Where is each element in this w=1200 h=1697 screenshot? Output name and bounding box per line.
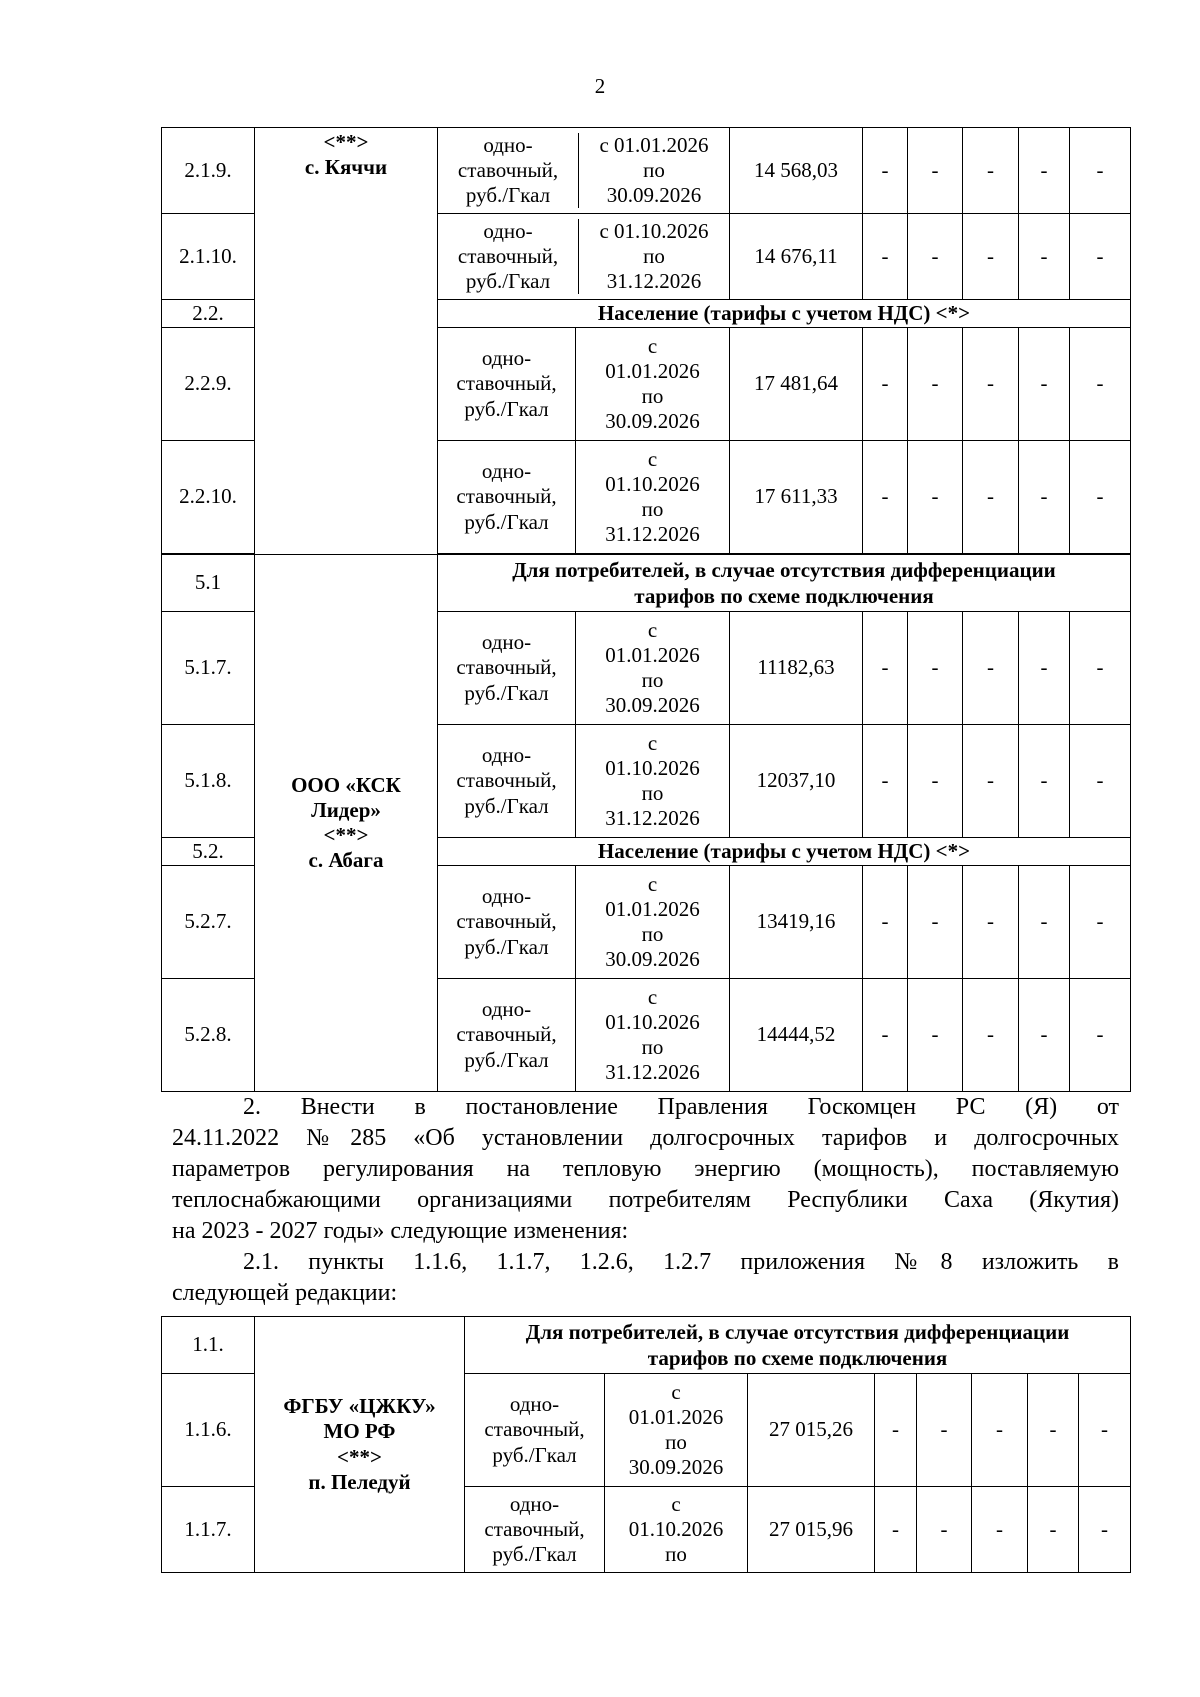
row-number: 5.2.8. xyxy=(162,979,255,1092)
dash-cell: - xyxy=(1070,866,1131,979)
dash-cell: - xyxy=(875,1487,917,1573)
section-header: Население (тарифы с учетом НДС) <*> xyxy=(438,300,1131,328)
paragraph-line: 24.11.2022 №285 «Об установлении долгосрочных тарифов и долгосрочных xyxy=(172,1125,1119,1151)
tariff-value: 17 481,64 xyxy=(730,328,863,441)
dash-cell: - xyxy=(963,128,1019,214)
tariff-type: руб./Гкал xyxy=(465,269,551,294)
dash-cell: - xyxy=(1019,725,1070,838)
tariff-type-cell xyxy=(465,1374,605,1487)
org-line: п. Пеледуй xyxy=(308,1469,411,1494)
tariff-period: по xyxy=(643,243,665,268)
row-number: 5.1 xyxy=(162,555,255,612)
amendment-paragraph xyxy=(172,1092,1119,1247)
tariff-period: 01.01.2026 xyxy=(605,642,700,667)
dash-cell: - xyxy=(1070,128,1131,214)
section-header-line: Для потребителей, в случае отсутствия дифференциации xyxy=(512,557,1056,582)
tariff-type: ставочный, xyxy=(456,655,557,680)
dash-cell: - xyxy=(1019,128,1070,214)
tariff-type: ставочный, xyxy=(484,1417,585,1442)
tariff-value: 14 568,03 xyxy=(730,128,863,214)
row-number: 5.1.7. xyxy=(162,612,255,725)
dash-cell: - xyxy=(1070,328,1131,441)
dash-cell: - xyxy=(908,725,963,838)
type-period-cell xyxy=(438,128,730,214)
dash-cell: - xyxy=(863,128,908,214)
amendment-subparagraph xyxy=(172,1247,1119,1309)
tariff-type: руб./Гкал xyxy=(465,183,551,208)
tariff-period-cell xyxy=(576,441,730,554)
tariff-type: одно- xyxy=(481,630,532,655)
tariff-period: 30.09.2026 xyxy=(605,409,700,434)
tariff-type: руб./Гкал xyxy=(464,396,549,421)
dash-cell: - xyxy=(1070,441,1131,554)
tariff-type: одно- xyxy=(483,132,533,157)
row-number: 5.2. xyxy=(162,838,255,866)
org-cell xyxy=(255,1317,465,1573)
tariff-period-cell xyxy=(576,866,730,979)
tariff-period: 01.10.2026 xyxy=(605,1009,700,1034)
tariff-type: одно- xyxy=(481,884,532,909)
row-number: 5.2.7. xyxy=(162,866,255,979)
tariff-period: 01.01.2026 xyxy=(605,896,700,921)
tariff-value: 14444,52 xyxy=(730,979,863,1092)
tariff-period: по xyxy=(641,1035,664,1059)
dash-cell: - xyxy=(1070,612,1131,725)
tariff-period-cell xyxy=(576,612,730,725)
tariff-type: ставочный, xyxy=(456,1022,557,1047)
tariff-table-2 xyxy=(161,1316,1131,1573)
dash-cell: - xyxy=(908,612,963,725)
table-row xyxy=(162,128,1131,214)
tariff-type: ставочный, xyxy=(456,371,557,396)
section-header xyxy=(465,1317,1131,1374)
tariff-value: 11182,63 xyxy=(730,612,863,725)
tariff-type: одно- xyxy=(481,997,532,1022)
dash-cell: - xyxy=(863,441,908,554)
tariff-period-cell xyxy=(605,1374,748,1487)
org-line: ООО «КСК xyxy=(291,772,401,797)
tariff-type-cell xyxy=(438,866,576,979)
section-header: Население (тарифы с учетом НДС) <*> xyxy=(438,838,1131,866)
dash-cell: - xyxy=(963,866,1019,979)
dash-cell: - xyxy=(1028,1487,1079,1573)
row-number: 2.1.10. xyxy=(162,214,255,300)
dash-cell: - xyxy=(1028,1374,1079,1487)
tariff-period: с xyxy=(647,984,658,1009)
dash-cell: - xyxy=(863,612,908,725)
org-line: <**> xyxy=(323,823,369,847)
org-line: <**> xyxy=(323,130,369,154)
tariff-period: 01.10.2026 xyxy=(628,1516,724,1541)
row-number: 2.1.9. xyxy=(162,128,255,214)
dash-cell: - xyxy=(908,441,963,554)
tariff-period: 30.09.2026 xyxy=(628,1455,724,1480)
tariff-type-cell xyxy=(438,328,576,441)
tariff-period: 01.01.2026 xyxy=(605,358,700,383)
tariff-type: руб./Гкал xyxy=(464,793,549,818)
tariff-period-cell xyxy=(576,328,730,441)
tariff-period-cell xyxy=(605,1487,748,1573)
row-number: 5.1.8. xyxy=(162,725,255,838)
tariff-type: одно- xyxy=(483,218,533,243)
tariff-type: ставочный, xyxy=(484,1516,585,1541)
dash-cell: - xyxy=(963,725,1019,838)
dash-cell: - xyxy=(917,1374,972,1487)
dash-cell: - xyxy=(1019,441,1070,554)
row-number: 2.2. xyxy=(162,300,255,328)
dash-cell: - xyxy=(1019,328,1070,441)
tariff-type: одно- xyxy=(481,743,532,768)
tariff-value: 14 676,11 xyxy=(730,214,863,300)
tariff-type: руб./Гкал xyxy=(464,934,549,959)
dash-cell: - xyxy=(1070,214,1131,300)
tariff-period: 30.09.2026 xyxy=(605,693,700,718)
paragraph-line: теплоснабжающими организациями потребителям Республики Саха (Якутия) xyxy=(172,1187,1119,1213)
tariff-period: с xyxy=(647,617,658,642)
dash-cell: - xyxy=(1079,1487,1131,1573)
section-header-line: тарифов по схеме подключения xyxy=(634,584,934,608)
tariff-period: с xyxy=(647,871,658,896)
tariff-period: с 01.10.2026 xyxy=(599,218,709,243)
tariff-type: одно- xyxy=(509,1392,560,1417)
org-line: <**> xyxy=(337,1444,382,1469)
tariff-period-cell xyxy=(576,725,730,838)
tariff-type: одно- xyxy=(481,346,532,371)
dash-cell: - xyxy=(963,441,1019,554)
dash-cell: - xyxy=(1070,979,1131,1092)
tariff-period: по xyxy=(665,1542,687,1567)
tariff-type: ставочный, xyxy=(456,768,557,793)
tariff-period: с xyxy=(671,1491,681,1516)
dash-cell: - xyxy=(1019,979,1070,1092)
dash-cell: - xyxy=(917,1487,972,1573)
dash-cell: - xyxy=(963,979,1019,1092)
dash-cell: - xyxy=(863,979,908,1092)
tariff-period: 30.09.2026 xyxy=(606,183,702,208)
tariff-value: 27 015,96 xyxy=(748,1487,875,1573)
org-line: с. Кяччи xyxy=(304,155,388,180)
org-line: с. Абага xyxy=(308,848,384,873)
row-number: 1.1. xyxy=(162,1317,255,1374)
tariff-period: с xyxy=(647,446,658,471)
dash-cell: - xyxy=(1019,214,1070,300)
row-number: 1.1.7. xyxy=(162,1487,255,1573)
dash-cell: - xyxy=(1019,612,1070,725)
tariff-type-cell xyxy=(438,979,576,1092)
dash-cell: - xyxy=(875,1374,917,1487)
org-cell xyxy=(255,128,438,555)
tariff-type: руб./Гкал xyxy=(492,1442,577,1467)
tariff-type: руб./Гкал xyxy=(464,680,549,705)
tariff-period: 30.09.2026 xyxy=(605,947,700,972)
tariff-period: с xyxy=(671,1379,681,1404)
type-period-cell xyxy=(438,214,730,300)
dash-cell: - xyxy=(972,1487,1028,1573)
org-line: МО РФ xyxy=(323,1419,396,1444)
dash-cell: - xyxy=(908,128,963,214)
dash-cell: - xyxy=(963,328,1019,441)
row-number: 2.2.10. xyxy=(162,441,255,554)
tariff-type: ставочный, xyxy=(456,484,557,509)
row-number: 1.1.6. xyxy=(162,1374,255,1487)
dash-cell: - xyxy=(908,979,963,1092)
tariff-period: 31.12.2026 xyxy=(605,522,700,547)
org-line: ФГБУ «ЦЖКУ» xyxy=(283,1394,436,1419)
tariff-period: с xyxy=(647,730,658,755)
tariff-period: по xyxy=(641,384,664,408)
tariff-period: 01.01.2026 xyxy=(628,1404,724,1429)
tariff-type: руб./Гкал xyxy=(492,1542,577,1567)
org-line: Лидер» xyxy=(311,797,381,822)
tariff-period: по xyxy=(641,497,664,521)
tariff-type-cell xyxy=(465,1487,605,1573)
tariff-period: 31.12.2026 xyxy=(605,806,700,831)
tariff-period: 31.12.2026 xyxy=(606,269,702,294)
tariff-type: руб./Гкал xyxy=(464,1047,549,1072)
table-row xyxy=(162,1317,1131,1374)
tariff-period: по xyxy=(665,1430,687,1454)
dash-cell: - xyxy=(972,1374,1028,1487)
table-row xyxy=(162,555,1131,612)
tariff-period: 01.10.2026 xyxy=(605,755,700,780)
tariff-type: одно- xyxy=(509,1491,560,1516)
tariff-period: по xyxy=(641,781,664,805)
tariff-period: 31.12.2026 xyxy=(605,1060,700,1085)
dash-cell: - xyxy=(863,328,908,441)
tariff-period: по xyxy=(641,922,664,946)
paragraph-line: 2. Внести в постановление Правления Госкомцен РС (Я) от xyxy=(243,1094,1119,1120)
dash-cell: - xyxy=(908,214,963,300)
dash-cell: - xyxy=(863,866,908,979)
dash-cell: - xyxy=(963,214,1019,300)
dash-cell: - xyxy=(863,214,908,300)
dash-cell: - xyxy=(1070,725,1131,838)
tariff-value: 27 015,26 xyxy=(748,1374,875,1487)
section-header xyxy=(438,555,1131,612)
tariff-type: ставочный, xyxy=(457,243,559,268)
section-header-line: Для потребителей, в случае отсутствия дифференциации xyxy=(525,1319,1070,1344)
tariff-type-cell xyxy=(438,441,576,554)
tariff-value: 12037,10 xyxy=(730,725,863,838)
section-header-line: тарифов по схеме подключения xyxy=(647,1346,948,1370)
paragraph-line: 2.1. пункты 1.1.6, 1.1.7, 1.2.6, 1.2.7 приложения №8 изложить в xyxy=(243,1249,1119,1275)
paragraph-line: параметров регулирования на тепловую энергию (мощность), поставляемую xyxy=(172,1156,1119,1182)
tariff-period-cell xyxy=(576,979,730,1092)
paragraph-line: на 2023 - 2027 годы» следующие изменения: xyxy=(172,1218,629,1244)
tariff-type-cell xyxy=(438,725,576,838)
tariff-table-1 xyxy=(161,127,1131,1092)
tariff-period: по xyxy=(643,157,665,182)
dash-cell: - xyxy=(1019,866,1070,979)
tariff-period: с xyxy=(647,333,658,358)
row-number: 2.2.9. xyxy=(162,328,255,441)
tariff-value: 17 611,33 xyxy=(730,441,863,554)
dash-cell: - xyxy=(863,725,908,838)
tariff-type-cell xyxy=(438,612,576,725)
dash-cell: - xyxy=(908,866,963,979)
tariff-period: 01.10.2026 xyxy=(605,471,700,496)
tariff-type: ставочный, xyxy=(457,157,559,182)
tariff-period: с 01.01.2026 xyxy=(599,132,709,157)
paragraph-line: следующей редакции: xyxy=(172,1280,398,1306)
dash-cell: - xyxy=(908,328,963,441)
tariff-type: руб./Гкал xyxy=(464,509,549,534)
org-cell xyxy=(255,555,438,1092)
tariff-period: по xyxy=(641,668,664,692)
tariff-value: 13419,16 xyxy=(730,866,863,979)
dash-cell: - xyxy=(963,612,1019,725)
dash-cell: - xyxy=(1079,1374,1131,1487)
tariff-type: ставочный, xyxy=(456,909,557,934)
page-number: 2 xyxy=(594,74,606,98)
tariff-type: одно- xyxy=(481,459,532,484)
